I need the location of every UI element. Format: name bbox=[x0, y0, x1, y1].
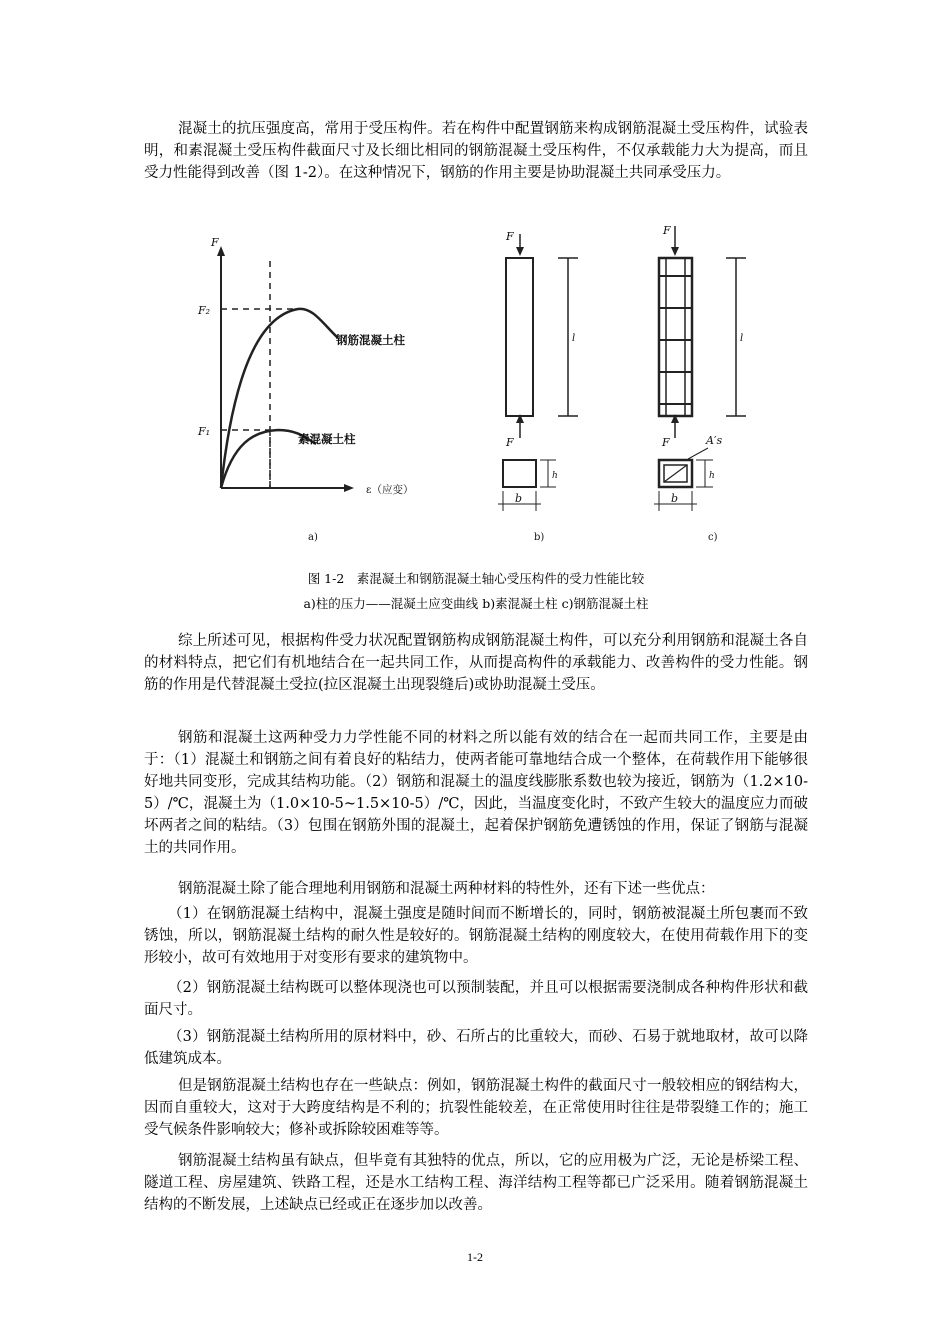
paragraph-8: 但是钢筋混凝土结构也存在一些缺点：例如，钢筋混凝土构件的截面尺寸一般较相应的钢结构大，因而自重较大，这对于大跨度结构是不利的；抗裂性能较差，在正常使用时往往是带裂缝工作的；施工受气候条件影响较大；修补或拆除较困难等等。 bbox=[144, 1078, 808, 1138]
paragraph-4: 钢筋混凝土除了能合理地利用钢筋和混凝土两种材料的特性外，还有下述一些优点： bbox=[178, 881, 715, 897]
figure-caption: 图 1-2 素混凝土和钢筋混凝土轴心受压构件的受力性能比较 bbox=[307, 571, 645, 586]
label-c-load-bottom: F bbox=[662, 436, 670, 449]
paragraph-7: （3）钢筋混凝土结构所用的原材料中，砂、石所占的比重较大，而砂、石易于就地取材，故可以降低建筑成本。 bbox=[144, 1029, 808, 1067]
label-plain-curve: 素混凝土柱 bbox=[298, 432, 356, 446]
plain-column bbox=[506, 258, 533, 416]
rc-column-curve bbox=[221, 309, 338, 488]
figure-1-2 bbox=[148, 216, 774, 561]
rc-column bbox=[659, 258, 692, 416]
paragraph-2: 综上所述可见，根据构件受力状况配置钢筋构成钢筋混凝土构件，可以充分利用钢筋和混凝土各自的材料特点，把它们有机地结合在一起共同工作，从而提高构件的承载能力、改善构件的受力性能。钢筋的作用是代替混凝土受拉(拉区混凝土出现裂缝后)或协助混凝土受压。 bbox=[144, 633, 808, 693]
label-b-length: l bbox=[572, 333, 576, 344]
label-axis-x: ε（应变） bbox=[366, 484, 414, 496]
label-c-depth: h bbox=[709, 471, 715, 481]
label-b-load-top: F bbox=[506, 230, 514, 243]
label-b-width: b bbox=[515, 492, 523, 505]
label-c-length: l bbox=[740, 333, 744, 344]
label-b-load-bottom: F bbox=[506, 436, 514, 449]
paragraph-3: 钢筋和混凝土这两种受力力学性能不同的材料之所以能有效的结合在一起而共同工作，主要是由于：（1）混凝土和钢筋之间有着良好的粘结力，使两者能可靠地结合成一个整体，在荷载作用下能够很好地共同变形，完成其结构功能。（2）钢筋和混凝土的温度线膨胀系数也较为接近，钢筋为（1.2×10-5）/℃，混凝土为（1.0×10-5~1.5×10-5）/℃，因此，当温度变化时，不致产生较大的温度应力而破坏两者之间的粘结。（3）包围在钢筋外围的混凝土，起着保护钢筋免遭锈蚀的作用，保证了钢筋与混凝土的共同作用。 bbox=[144, 730, 808, 856]
label-panel-b: b) bbox=[534, 532, 545, 543]
label-b-depth: h bbox=[552, 471, 558, 481]
label-c-steel-area: A′s bbox=[706, 434, 723, 447]
paragraph-9: 钢筋混凝土结构虽有缺点，但毕竟有其独特的优点，所以，它的应用极为广泛，无论是桥梁工程、隧道工程、房屋建筑、铁路工程，还是水工结构工程、海洋结构工程等都已广泛采用。随着钢筋混凝土结构的不断发展，上述缺点已经或正在逐步加以改善。 bbox=[144, 1153, 808, 1213]
paragraph-6: （2）钢筋混凝土结构既可以整体现浇也可以预制装配，并且可以根据需要浇制成各种构件形状和截面尺寸。 bbox=[144, 980, 808, 1018]
label-rc-curve: 钢筋混凝土柱 bbox=[336, 333, 405, 347]
plain-section bbox=[503, 460, 536, 487]
label-c-load-top: F bbox=[663, 224, 671, 237]
label-f1: F₁ bbox=[198, 425, 211, 438]
paragraph-1: 混凝土的抗压强度高，常用于受压构件。若在构件中配置钢筋来构成钢筋混凝土受压构件，试验表明，和素混凝土受压构件截面尺寸及长细比相同的钢筋混凝土受压构件，不仅承载能力大为提高，而且受力性能得到改善（图 1-2）。在这种情况下，钢筋的作用主要是协助混凝土共同承受压力。 bbox=[144, 121, 808, 181]
label-panel-a: a) bbox=[308, 532, 318, 543]
label-axis-f: F bbox=[211, 236, 219, 249]
figure-subcaption: a)柱的压力——混凝土应变曲线 b)素混凝土柱 c)钢筋混凝土柱 bbox=[303, 596, 649, 611]
label-panel-c: c) bbox=[708, 532, 718, 543]
page-number: 1-2 bbox=[467, 1250, 483, 1264]
paragraph-5: （1）在钢筋混凝土结构中，混凝土强度是随时间而不断增长的，同时，钢筋被混凝土所包裹而不致锈蚀，所以，钢筋混凝土结构的耐久性是较好的。钢筋混凝土结构的刚度较大，在使用荷载作用下的变形较小，故可有效地用于对变形有要求的建筑物中。 bbox=[144, 906, 808, 966]
label-f2: F₂ bbox=[198, 304, 211, 317]
label-c-width: b bbox=[671, 492, 679, 505]
